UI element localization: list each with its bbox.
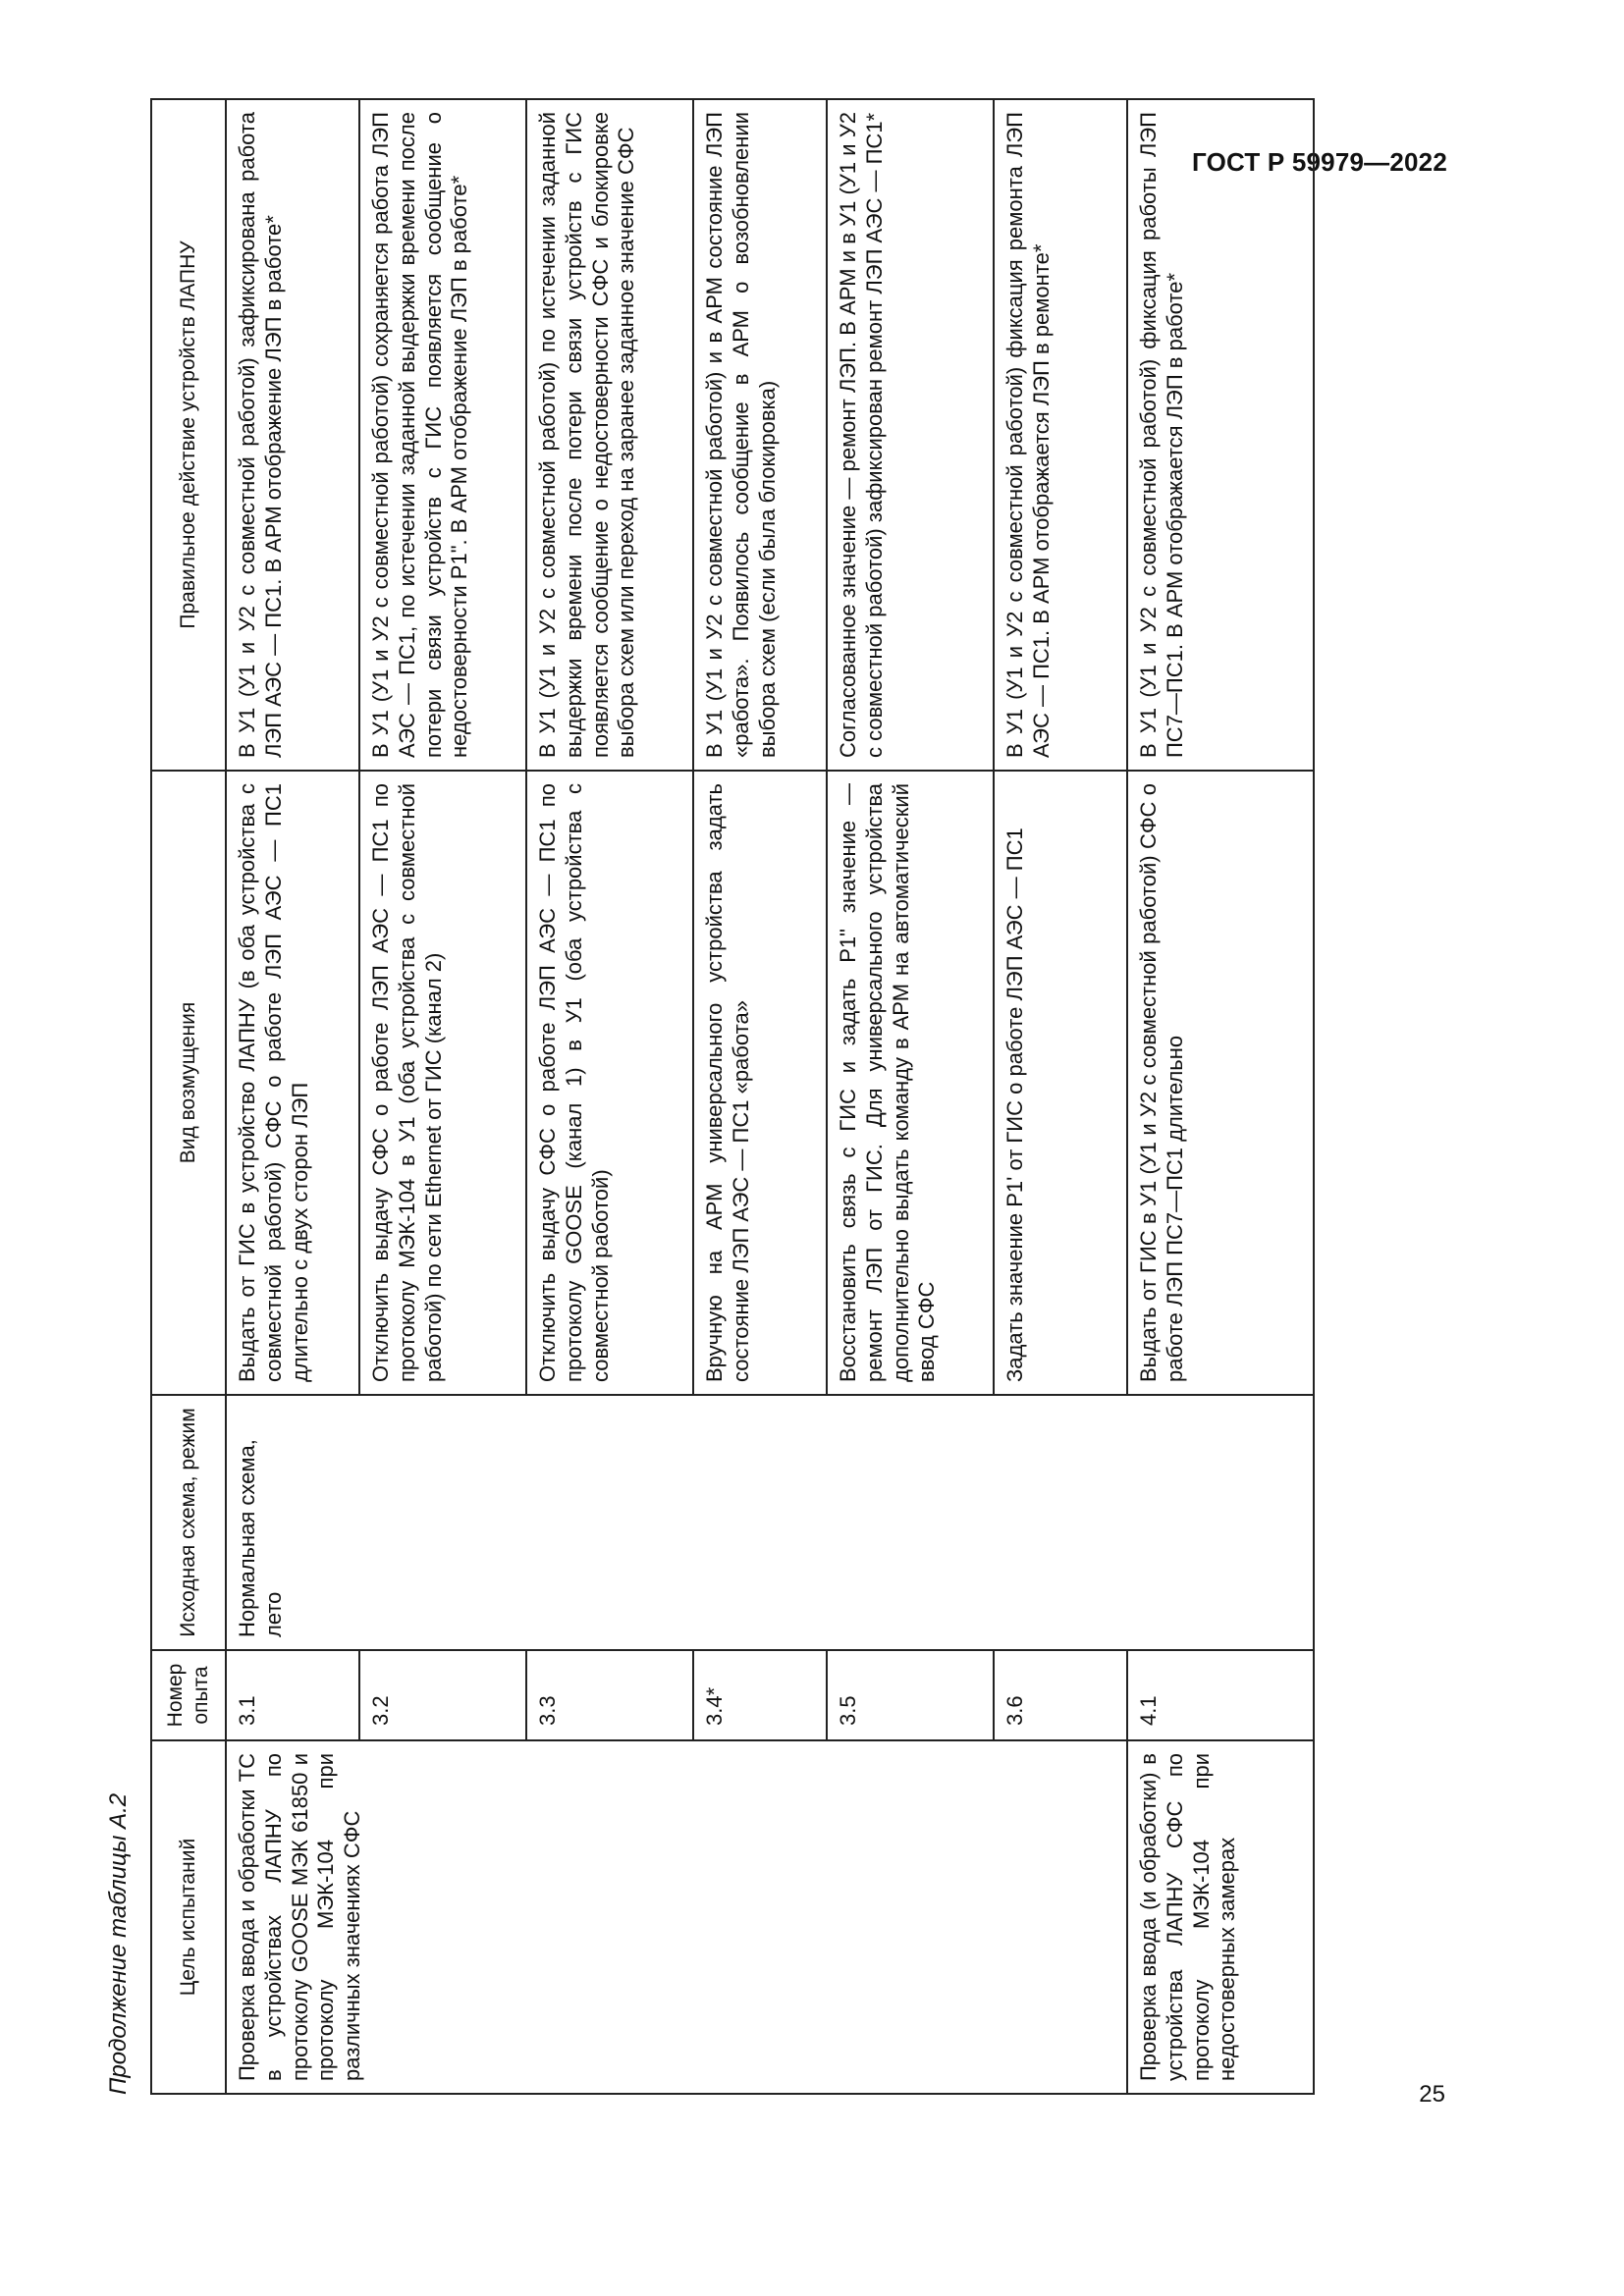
- action-cell: В У1 (У1 и У2 с совместной работой) и в АРМ состояние ЛЭП «работа». Появилось сообщение в АРМ о возобновлении выбора схем (если была блокировка): [693, 99, 827, 771]
- disturbance-cell: Восстановить связь с ГИС и задать Р1" значение — ремонт ЛЭП от ГИС. Для универсального устройства дополнительно выдать команду в АРМ на автоматический ввод СФС: [827, 771, 994, 1395]
- goal-cell: Проверка ввода (и обработки) в устройства ЛАПНУ СФС по протоколу МЭК-104 при недостоверных замерах: [1127, 1740, 1314, 2094]
- test-number: 3.2: [359, 1650, 526, 1740]
- col-header-disturbance: Вид возмущения: [151, 771, 226, 1395]
- col-header-mode: Исходная схема, режим: [151, 1395, 226, 1650]
- disturbance-cell: Задать значение Р1' от ГИС о работе ЛЭП АЭС — ПС1: [994, 771, 1127, 1395]
- action-cell: В У1 (У1 и У2 с совместной работой) сохраняется работа ЛЭП АЭС — ПС1, по истечении заданной выдержки времени после потери связи устройств с ГИС появляется сообщение о недостоверности Р1". В АРМ отображение ЛЭП в работе*: [359, 99, 526, 771]
- action-cell: В У1 (У1 и У2 с совместной работой) фиксация работы ЛЭП ПС7—ПС1. В АРМ отображается ЛЭП в работе*: [1127, 99, 1314, 771]
- test-number: 3.3: [526, 1650, 693, 1740]
- disturbance-cell: Отключить выдачу СФС о работе ЛЭП АЭС — ПС1 по протоколу МЭК-104 в У1 (оба устройства с совместной работой) по сети Ethernet от ГИС (канал 2): [359, 771, 526, 1395]
- table-row: [226, 99, 359, 2094]
- action-cell: В У1 (У1 и У2 с совместной работой) зафиксирована работа ЛЭП АЭС — ПС1. В АРМ отображение ЛЭП в работе*: [226, 99, 359, 771]
- disturbance-cell: Выдать от ГИС в У1 (У1 и У2 с совместной работой) СФС о работе ЛЭП ПС7—ПС1 длительно: [1127, 771, 1314, 1395]
- disturbance-cell: Выдать от ГИС в устройство ЛАПНУ (в оба устройства с совместной работой) СФС о работе ЛЭП АЭС — ПС1 длительно с двух сторон ЛЭП: [226, 771, 359, 1395]
- mode-cell: Нормальная схема, лето: [226, 1395, 1314, 1650]
- col-header-action: Правильное действие устройств ЛАПНУ: [151, 99, 226, 771]
- table-row: [1127, 99, 1314, 2094]
- test-table: [150, 98, 1315, 2095]
- standard-designation: ГОСТ Р 59979—2022: [1192, 147, 1447, 177]
- action-cell: Согласованное значение — ремонт ЛЭП. В АРМ и в У1 (У1 и У2 с совместной работой) зафиксирован ремонт ЛЭП АЭС — ПС1*: [827, 99, 994, 771]
- action-cell: В У1 (У1 и У2 с совместной работой) по истечении заданной выдержки времени после потери связи устройств с ГИС появляется сообщение о недостоверности СФС и блокировке выбора схем или переход на заранее заданное значение СФС: [526, 99, 693, 771]
- col-header-number: Номер опыта: [151, 1650, 226, 1740]
- test-number: 3.6: [994, 1650, 1127, 1740]
- goal-cell: Проверка ввода и обработки ТС в устройствах ЛАПНУ по протоколу GOOSE МЭК 61850 и протоколу МЭК-104 при различных значениях СФС: [226, 1740, 1127, 2094]
- disturbance-cell: Отключить выдачу СФС о работе ЛЭП АЭС — ПС1 по протоколу GOOSE (канал 1) в У1 (оба устройства с совместной работой): [526, 771, 693, 1395]
- table-caption: Продолжение таблицы А.2: [105, 1792, 132, 2095]
- header-row: [151, 99, 226, 2094]
- test-number: 3.5: [827, 1650, 994, 1740]
- col-header-goal: Цель испытаний: [151, 1740, 226, 2094]
- test-number: 3.4*: [693, 1650, 827, 1740]
- action-cell: В У1 (У1 и У2 с совместной работой) фиксация ремонта ЛЭП АЭС — ПС1. В АРМ отображается ЛЭП в ремонте*: [994, 99, 1127, 771]
- page-number: 25: [1419, 2081, 1445, 2108]
- disturbance-cell: Вручную на АРМ универсального устройства задать состояние ЛЭП АЭС — ПС1 «работа»: [693, 771, 827, 1395]
- rotated-table-area: [105, 100, 1240, 2095]
- test-number: 3.1: [226, 1650, 359, 1740]
- test-number: 4.1: [1127, 1650, 1314, 1740]
